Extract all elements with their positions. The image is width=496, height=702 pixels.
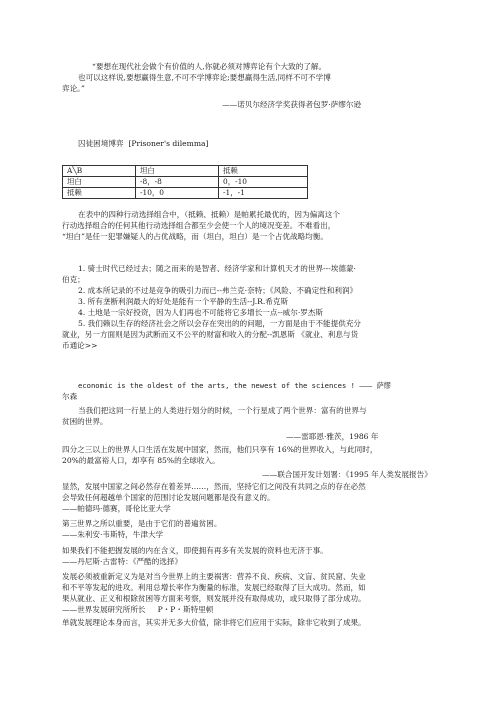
table-cell: 坦白	[63, 177, 136, 188]
dilemma-para-1: 在表中的四种行动选择组合中，（抵赖、抵赖）是帕累托最优的，因为偏离这个	[78, 210, 340, 219]
table-cell: 坦白	[136, 166, 219, 177]
goal-line-2: 和不平等发起的进攻。利用总增长率作为衡量的标准，发展已经取得了巨大成功。然而，如	[62, 583, 366, 592]
dilemma-para-2: 行动选择组合的任何其他行动选择组合都至少会使一个人的境况变差。不难看出，	[62, 221, 336, 230]
world-line-1: 当我们把这同一行星上的人类进行划分的时候，一个行星成了两个世界：富有的世界与	[78, 406, 367, 415]
population-attribution: ——联合国开发计划署：《1995 年人类发展报告》	[262, 470, 432, 479]
table-cell: -8，-8	[136, 177, 219, 188]
world-line-2: 贫困的世界。	[62, 417, 108, 426]
economics-quote: economic is the oldest of the arts, the newest of the sciences ! ——— 萨缪	[78, 381, 391, 390]
table-cell: 抵赖	[219, 166, 308, 177]
goal-line-3: 果从就业、正义和根除贫困等方面来考察，则发展并没有取得成功，或只取得了部分成功。	[62, 594, 366, 603]
list-item-4: 4. 土地是一宗好投资，因为人们再也不可能将它多增长一点--威尔·罗杰斯	[78, 308, 324, 317]
third-world-line: 第三世界之所以重要，是由于它们的普遍贫困。	[62, 519, 222, 528]
last-line: 单就发展理论本身而言，其实并无多大价值，除非将它们应用于实际，除非它收到了成果。	[62, 618, 366, 627]
quote-attribution: ——诺贝尔经济学奖获得者包罗·萨缪尔逊	[222, 100, 362, 109]
differences-line-1: 显然，发展中国家之间必然存在着差异……，然而，坚持它们之间没有共同之点的存在必然	[62, 482, 366, 491]
third-world-attribution: ——朱利安·韦斯特，牛津大学	[62, 530, 164, 539]
payoff-table	[62, 165, 308, 199]
table-cell: 抵赖	[63, 188, 136, 199]
table-cell: -10，0	[136, 188, 219, 199]
world-attribution: ——雷耶恩·雅茨，1986 年	[286, 432, 379, 441]
population-line-1: 四分之三以上的世界人口生活在发展中国家，然而，他们只享有 16%的世界收入，与此同时，	[62, 445, 378, 454]
dilemma-heading: 囚徒困境博弈 [Prisoner's dilemma]	[78, 139, 209, 148]
dilemma-para-3: “坦白”是任一犯罪嫌疑人的占优战略，而（坦白，坦白）是一个占优战略均衡。	[62, 232, 328, 241]
quote-line-1: “要想在现代社会做个有价值的人,你就必须对博弈论有个大致的了解。	[92, 62, 327, 71]
development-line: 如果我们不能把握发展的内在含义，即使拥有再多有关发展的资料也无济于事。	[62, 546, 328, 555]
list-item-1-line-1: 1. 骑士时代已经过去；随之而来的是智者、经济学家和计算机天才的世界---埃德蒙·	[78, 264, 356, 273]
population-line-2: 20%的最富裕人口，却享有 85%的全球收入。	[62, 456, 220, 465]
table-cell: -1，-1	[219, 188, 308, 199]
differences-line-2: 会导致任何超越单个国家的范围讨论发展问题都是没有意义的。	[62, 493, 275, 502]
list-item-5-line-1: 5. 我们赖以生存的经济社会之所以会存在突出的的问题，一方面是由于不能提供充分	[78, 319, 362, 328]
table-cell: 0，-10	[219, 177, 308, 188]
table-cell: A╲B	[63, 166, 136, 177]
economics-quote-author: 尔森	[62, 392, 78, 401]
list-item-5-line-2: 就业，另一方面则是因为武断而又不公平的财富和收入的分配--凯恩斯 《就业、利息与货	[62, 330, 359, 339]
development-attribution: ——丹尼斯·古雷特：《严酷的选择》	[62, 557, 183, 566]
differences-attribution: ——帕德玛·德赛，哥伦比亚大学	[62, 504, 171, 513]
list-item-3: 3. 所有垄断利润最大的好处是能有一个平静的生活--J.R.希克斯	[78, 297, 289, 306]
table-header-row	[63, 166, 308, 177]
goal-attribution: ——世界发展研究所所长 P・P・斯特里顿	[62, 605, 214, 614]
list-item-1-line-2: 伯克；	[62, 275, 85, 284]
quote-line-2: 也可以这样说,要想赢得生意,不可不学博弈论;要想赢得生活,同样不可不学博	[78, 73, 331, 82]
list-item-2: 2. 成本所记录的不过是竞争的吸引力而已--弗兰克·奈特；《风险、不确定性和利润》	[78, 286, 358, 295]
table-row	[63, 177, 308, 188]
table-row	[63, 188, 308, 199]
quote-line-3: 弈论。”	[62, 84, 85, 93]
goal-line-1: 发展必须被重新定义为是对当今世界上的主要祸害：营养不良、疾病、文盲、贫民窟、失业	[62, 572, 366, 581]
list-item-5-line-3: 币通论>>	[62, 341, 98, 350]
